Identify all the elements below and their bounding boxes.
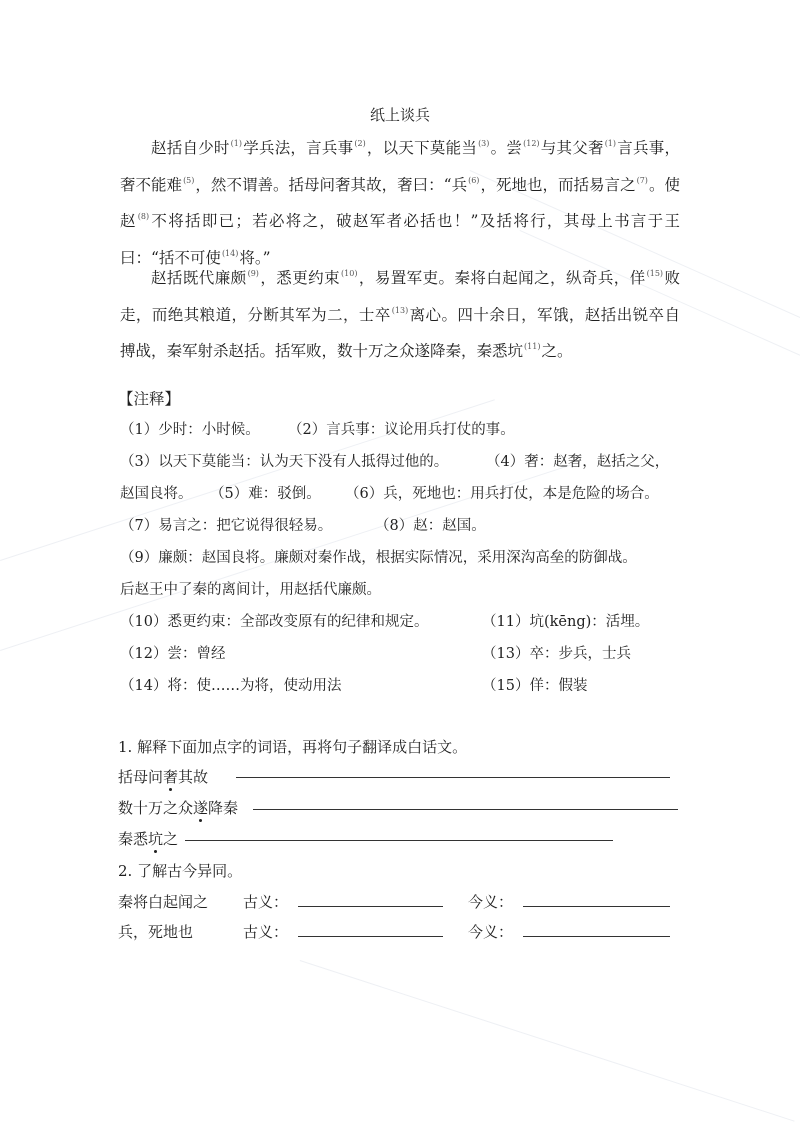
note-item: （15）佯：假装	[482, 678, 588, 694]
question-1-item-1: 括母问奢其故	[118, 768, 209, 786]
answer-line[interactable]	[298, 936, 443, 937]
note-item: 赵国良将。	[120, 486, 193, 502]
note-ref: (6)	[468, 175, 480, 185]
question-1-item-3: 秦悉坑之	[118, 830, 179, 848]
page-title: 纸上谈兵	[369, 106, 430, 124]
dotted-char: 奢	[163, 768, 179, 786]
note-ref: (1)	[230, 139, 242, 148]
note-item: （11）坑(kēng)：活埋。	[482, 614, 650, 630]
note-item: （6）兵，死地也：用兵打仗，本是危险的场合。	[345, 486, 659, 502]
note-item: （1）少时：小时候。	[120, 422, 260, 438]
note-item: （9）廉颇：赵国良将。廉颇对秦作战，根据实际情况，采用深沟高垒的防御战。	[120, 550, 637, 566]
note-item: （12）尝：曾经	[120, 646, 226, 662]
note-item: （3）以天下莫能当：认为天下没有人抵得过他的。	[120, 454, 449, 470]
ancient-meaning-label: 古义：	[243, 893, 289, 911]
note-item: （4）奢：赵奢，赵括之父，	[486, 454, 670, 470]
note-ref: (1)	[604, 139, 617, 148]
answer-line[interactable]	[298, 906, 443, 907]
passage-paragraph-2: 赵括既代廉颇$^{(9)}$，悉更约束$^{(10)}$，易置军吏。秦将白起闻之，纵奇兵，佯$^{(15)}$败走，而绝其粮道，分断其军为二，士卒$^{(13)}$离心。四十余日，军饿，赵括出锐卒自搏战，秦军射杀赵括。括军败，数十万之众遂降秦，秦悉坑$^{(11)}$之。	[120, 269, 680, 360]
note-item: （13）卒：步兵，士兵	[482, 646, 631, 662]
note-ref: (10)	[341, 269, 358, 278]
answer-line[interactable]	[523, 936, 670, 937]
question-2-phrase-2: 兵，死地也	[118, 923, 194, 941]
answer-line[interactable]	[253, 809, 678, 810]
note-ref: (9)	[247, 269, 259, 278]
ancient-meaning-label: 古义：	[243, 923, 289, 941]
question-1-item-2: 数十万之众遂降秦	[118, 799, 239, 817]
note-item: （2）言兵事：议论用兵打仗的事。	[288, 422, 515, 438]
note-ref: (3)	[478, 139, 490, 148]
background-line	[300, 960, 795, 1122]
note-ref: (11)	[524, 342, 541, 351]
note-ref: (14)	[221, 248, 239, 258]
note-ref: (2)	[354, 139, 366, 148]
question-2-prompt: 2. 了解古今异同。	[118, 862, 243, 880]
passage-paragraph-1: 赵括自少时$^{(1)}$学兵法，言兵事$^{(2)}$，以天下莫能当$^{(3)}$。尝$^{(12)}$与其父奢$^{(1)}$言兵事，奢不能难$^{(5)}$，然不谓善。括母问奢其故，奢曰：“兵$^{(6)}$，死地也，而括易言之$^{(7)}$。使赵$^{(8)}$不将括即已；若必将之，破赵军者必括也！”及括将行，其母上书言于王曰：“括不可使$^{(14)}$将。”	[120, 139, 680, 267]
dotted-char: 遂	[193, 799, 209, 817]
question-1-prompt: 1. 解释下面加点字的词语，再将句子翻译成白话文。	[118, 738, 468, 756]
question-2-phrase-1: 秦将白起闻之	[118, 893, 209, 911]
note-ref: (8)	[137, 212, 150, 221]
modern-meaning-label: 今义：	[468, 923, 514, 941]
answer-line[interactable]	[236, 777, 670, 778]
notes-heading: 【注释】	[118, 390, 181, 408]
note-item: （14）将：使……为将，使动用法	[120, 678, 342, 694]
note-ref: (15)	[646, 269, 664, 278]
note-ref: (12)	[523, 139, 540, 148]
note-ref: (7)	[636, 175, 648, 185]
modern-meaning-label: 今义：	[468, 893, 514, 911]
note-item: （8）赵：赵国。	[375, 518, 486, 534]
note-item: 后赵王中了秦的离间计，用赵括代廉颇。	[120, 582, 381, 598]
note-item: （7）易言之：把它说得很轻易。	[120, 518, 333, 534]
answer-line[interactable]	[523, 906, 670, 907]
note-item: （5）难：驳倒。	[210, 486, 321, 502]
note-ref: (13)	[391, 305, 409, 315]
note-item: （10）悉更约束：全部改变原有的纪律和规定。	[120, 614, 429, 630]
answer-line[interactable]	[185, 840, 613, 841]
note-ref: (5)	[183, 175, 195, 185]
dotted-char: 坑	[148, 830, 164, 848]
